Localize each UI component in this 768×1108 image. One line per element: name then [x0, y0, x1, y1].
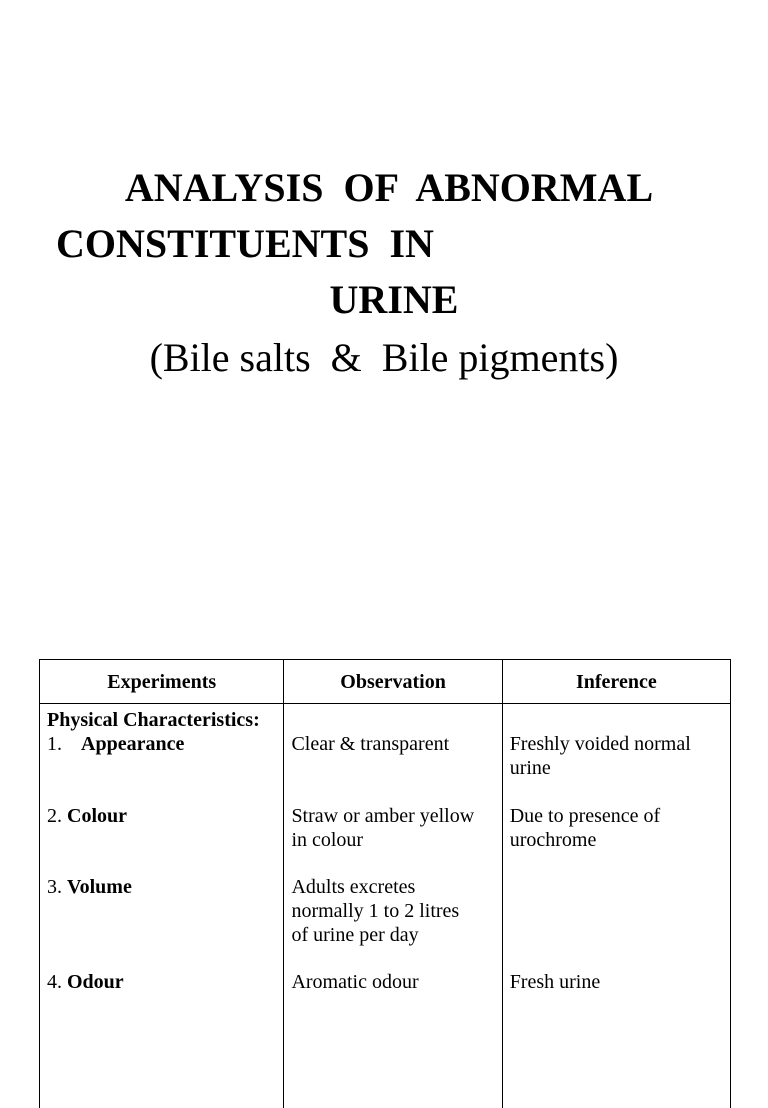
table-header-row [40, 660, 731, 704]
observation-3-line-1: Adults excretes [291, 875, 495, 899]
item-label: Colour [67, 805, 127, 827]
table-row [40, 704, 731, 1108]
observation-4-line-1: Aromatic odour [291, 970, 495, 994]
item-number: 2. [47, 805, 62, 827]
item-label: Appearance [81, 733, 184, 755]
item-number: 4. [47, 971, 62, 993]
item-number: 3. [47, 876, 62, 898]
inference-1-line-1: Freshly voided normal [510, 732, 724, 756]
item-label: Odour [67, 971, 124, 993]
title-line-3: URINE [20, 272, 768, 328]
inference-2-line-2: urochrome [510, 828, 724, 852]
header-inference: Inference [502, 660, 730, 704]
observation-3-line-3: of urine per day [291, 923, 495, 947]
experiment-item-3 [47, 875, 277, 899]
experiment-item-4 [47, 970, 277, 994]
experiment-item-2 [47, 804, 277, 828]
experiments-table [39, 659, 731, 1108]
section-heading: Physical Characteristics: [47, 708, 277, 732]
subtitle: (Bile salts & Bile pigments) [0, 328, 768, 388]
observation-cell [284, 704, 502, 1108]
header-observation: Observation [284, 660, 502, 704]
inference-1-line-2: urine [510, 756, 724, 780]
observation-2-line-1: Straw or amber yellow [291, 804, 495, 828]
item-number: 1. [47, 732, 81, 756]
item-label: Volume [67, 876, 132, 898]
experiments-cell [40, 704, 284, 1108]
title-line-1: ANALYSIS OF ABNORMAL [10, 160, 768, 216]
title-block [0, 160, 768, 388]
header-experiments: Experiments [40, 660, 284, 704]
inference-2-line-1: Due to presence of [510, 804, 724, 828]
inference-cell [502, 704, 730, 1108]
observation-3-line-2: normally 1 to 2 litres [291, 899, 495, 923]
observation-1-line-1: Clear & transparent [291, 732, 495, 756]
inference-4-line-1: Fresh urine [510, 970, 724, 994]
title-line-2: CONSTITUENTS IN [0, 216, 768, 272]
experiment-item-1 [47, 732, 277, 756]
observation-2-line-2: in colour [291, 828, 495, 852]
